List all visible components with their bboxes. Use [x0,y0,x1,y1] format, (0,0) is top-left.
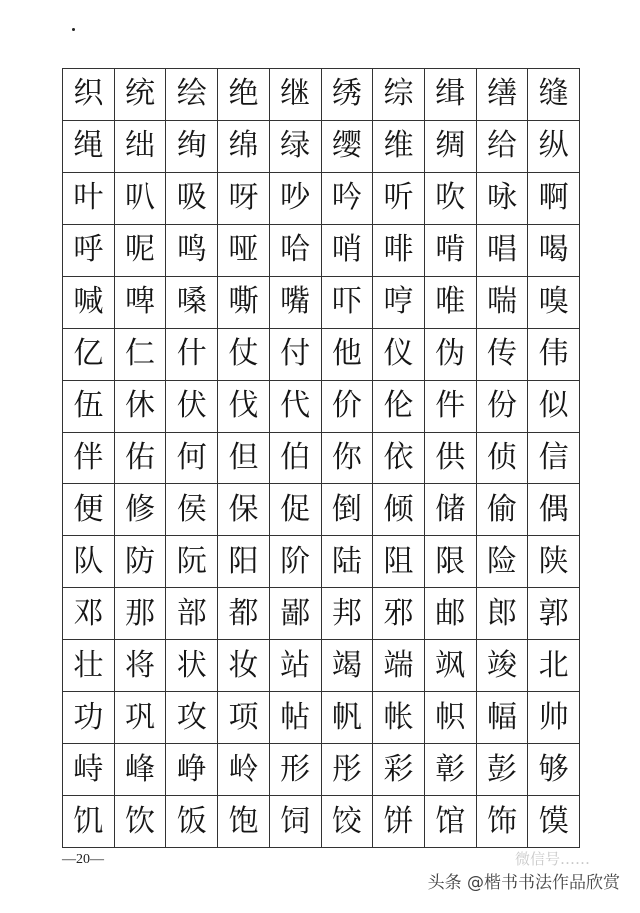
character-cell: 啊 [528,173,580,225]
character-cell: 依 [373,433,425,485]
character-cell: 嘶 [218,277,270,329]
character-cell: 彰 [425,744,477,796]
character-cell: 唱 [477,225,529,277]
character-cell: 哼 [373,277,425,329]
character-cell: 伯 [270,433,322,485]
character-cell: 唯 [425,277,477,329]
character-cell: 嘴 [270,277,322,329]
character-cell: 吸 [166,173,218,225]
character-cell: 修 [115,484,167,536]
character-cell: 绌 [115,121,167,173]
character-grid [62,68,580,848]
watermark [427,850,620,893]
character-cell: 邪 [373,588,425,640]
character-cell: 喘 [477,277,529,329]
character-cell: 何 [166,433,218,485]
character-cell: 饲 [270,796,322,848]
character-cell: 壮 [63,640,115,692]
character-cell: 伦 [373,381,425,433]
character-cell: 咏 [477,173,529,225]
character-cell: 阳 [218,536,270,588]
character-cell: 统 [115,69,167,121]
character-cell: 飒 [425,640,477,692]
character-cell: 他 [322,329,374,381]
character-cell: 饭 [166,796,218,848]
character-cell: 绸 [425,121,477,173]
character-cell: 但 [218,433,270,485]
character-cell: 吓 [322,277,374,329]
character-cell: 够 [528,744,580,796]
character-cell: 吟 [322,173,374,225]
character-cell: 啡 [373,225,425,277]
character-cell: 彩 [373,744,425,796]
character-cell: 部 [166,588,218,640]
character-cell: 继 [270,69,322,121]
watermark-faint-text: 微信号…… [514,850,590,868]
character-cell: 端 [373,640,425,692]
character-cell: 侯 [166,484,218,536]
character-cell: 限 [425,536,477,588]
character-cell: 防 [115,536,167,588]
character-cell: 给 [477,121,529,173]
character-cell: 状 [166,640,218,692]
character-cell: 妆 [218,640,270,692]
character-cell: 仗 [218,329,270,381]
character-cell: 饱 [218,796,270,848]
character-cell: 帜 [425,692,477,744]
character-cell: 饰 [477,796,529,848]
character-cell: 都 [218,588,270,640]
character-cell: 峥 [166,744,218,796]
character-cell: 付 [270,329,322,381]
character-cell: 偶 [528,484,580,536]
character-cell: 供 [425,433,477,485]
character-cell: 险 [477,536,529,588]
character-cell: 听 [373,173,425,225]
character-cell: 呢 [115,225,167,277]
character-cell: 哑 [218,225,270,277]
character-cell: 彤 [322,744,374,796]
character-cell: 吹 [425,173,477,225]
character-cell: 综 [373,69,425,121]
character-cell: 件 [425,381,477,433]
character-cell: 绳 [63,121,115,173]
character-cell: 价 [322,381,374,433]
character-cell: 倾 [373,484,425,536]
character-cell: 竭 [322,640,374,692]
character-cell: 保 [218,484,270,536]
character-cell: 呼 [63,225,115,277]
character-cell: 绘 [166,69,218,121]
character-cell: 馍 [528,796,580,848]
character-cell: 竣 [477,640,529,692]
character-cell: 叶 [63,173,115,225]
character-cell: 北 [528,640,580,692]
character-cell: 攻 [166,692,218,744]
character-cell: 巩 [115,692,167,744]
watermark-text: 头条 @楷书书法作品欣赏 [427,873,620,893]
character-cell: 邓 [63,588,115,640]
character-cell: 饮 [115,796,167,848]
character-cell: 饥 [63,796,115,848]
character-cell: 倒 [322,484,374,536]
character-cell: 仪 [373,329,425,381]
character-cell: 你 [322,433,374,485]
character-cell: 帖 [270,692,322,744]
character-cell: 信 [528,433,580,485]
character-cell: 缮 [477,69,529,121]
character-cell: 功 [63,692,115,744]
character-cell: 缨 [322,121,374,173]
character-cell: 绝 [218,69,270,121]
character-cell: 邮 [425,588,477,640]
character-cell: 陕 [528,536,580,588]
character-cell: 伪 [425,329,477,381]
character-cell: 帐 [373,692,425,744]
character-cell: 维 [373,121,425,173]
character-cell: 啃 [425,225,477,277]
character-cell: 仁 [115,329,167,381]
character-cell: 队 [63,536,115,588]
character-cell: 嗅 [528,277,580,329]
page-number: —20— [62,852,104,867]
character-cell: 阻 [373,536,425,588]
character-cell: 代 [270,381,322,433]
character-cell: 伍 [63,381,115,433]
character-cell: 似 [528,381,580,433]
character-cell: 纵 [528,121,580,173]
character-cell: 峰 [115,744,167,796]
character-cell: 鄙 [270,588,322,640]
character-cell: 彭 [477,744,529,796]
character-cell: 便 [63,484,115,536]
character-cell: 吵 [270,173,322,225]
character-cell: 伏 [166,381,218,433]
character-cell: 休 [115,381,167,433]
character-cell: 郭 [528,588,580,640]
character-cell: 岭 [218,744,270,796]
character-cell: 促 [270,484,322,536]
character-cell: 站 [270,640,322,692]
character-cell: 佑 [115,433,167,485]
character-cell: 绚 [166,121,218,173]
character-cell: 帆 [322,692,374,744]
character-cell: 伟 [528,329,580,381]
character-cell: 侦 [477,433,529,485]
character-cell: 伴 [63,433,115,485]
character-cell: 郎 [477,588,529,640]
character-cell: 储 [425,484,477,536]
character-cell: 饼 [373,796,425,848]
character-cell: 帅 [528,692,580,744]
character-cell: 叭 [115,173,167,225]
character-cell: 份 [477,381,529,433]
character-cell: 偷 [477,484,529,536]
ink-dot [72,28,75,31]
character-cell: 伐 [218,381,270,433]
character-cell: 鸣 [166,225,218,277]
character-cell: 亿 [63,329,115,381]
character-cell: 喝 [528,225,580,277]
character-cell: 项 [218,692,270,744]
character-cell: 将 [115,640,167,692]
character-cell: 嗓 [166,277,218,329]
character-cell: 哨 [322,225,374,277]
character-cell: 缝 [528,69,580,121]
character-cell: 阶 [270,536,322,588]
character-cell: 织 [63,69,115,121]
character-cell: 幅 [477,692,529,744]
character-cell: 馆 [425,796,477,848]
character-cell: 呀 [218,173,270,225]
character-cell: 绵 [218,121,270,173]
character-cell: 那 [115,588,167,640]
character-cell: 形 [270,744,322,796]
character-cell: 缉 [425,69,477,121]
character-cell: 绣 [322,69,374,121]
character-cell: 峙 [63,744,115,796]
character-cell: 绿 [270,121,322,173]
character-cell: 阮 [166,536,218,588]
character-cell: 喊 [63,277,115,329]
character-cell: 啤 [115,277,167,329]
character-cell: 陆 [322,536,374,588]
character-cell: 哈 [270,225,322,277]
character-cell: 什 [166,329,218,381]
character-cell: 邦 [322,588,374,640]
character-cell: 传 [477,329,529,381]
character-cell: 饺 [322,796,374,848]
